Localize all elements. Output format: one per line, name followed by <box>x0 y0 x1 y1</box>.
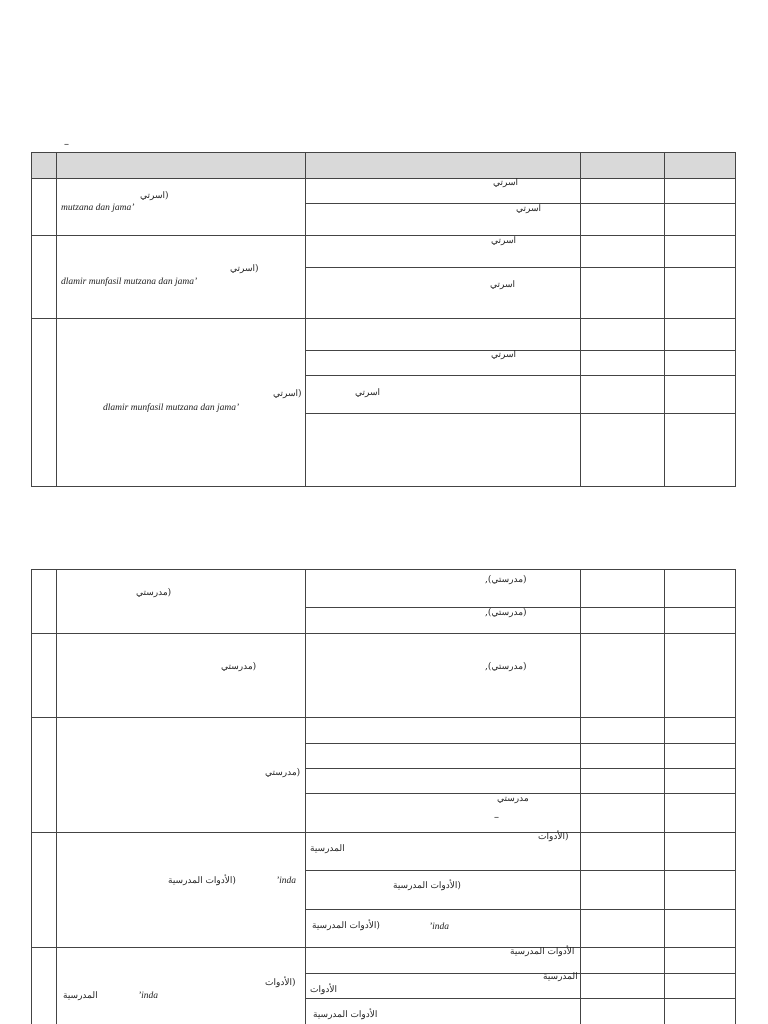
t2-row1-left-arabic: (مدرستي <box>136 588 172 598</box>
t2-row4-left-latin: ’inda <box>276 876 297 886</box>
t2-row3-cell-dash: – <box>494 812 499 823</box>
t2-row5-left-arabic-1: (الأدوات <box>265 978 296 988</box>
t1-row3-left-latin: dlamir munfasil mutzana dan jama’ <box>103 403 240 413</box>
t1-row1-left-arabic: (اسرتي <box>140 191 169 201</box>
t1-row2-cell1: اسرتي <box>491 236 517 246</box>
t1-row3-cell1: اسرتي <box>491 350 517 360</box>
top-dash-mark: – <box>64 139 69 150</box>
t2-row1-cell1: (مدرستي), <box>485 575 527 585</box>
t2-row5-left-latin: ’inda <box>138 991 159 1001</box>
t1-row1-cell2: اسرتي <box>516 204 542 214</box>
t2-row4-cell1-line1: (الأدوات <box>538 832 569 842</box>
t2-row5-cell3: الأدوات المدرسية <box>313 1010 378 1020</box>
t1-row2-left-arabic: (اسرتي <box>230 264 259 274</box>
t2-row3-cell-arabic: مدرستي <box>497 794 529 804</box>
t1-row3-left-arabic: (اسرتي <box>273 389 302 399</box>
t2-row5-left-arabic-2: المدرسية <box>63 991 98 1001</box>
t2-row5-cell1: الأدوات المدرسية <box>510 947 575 957</box>
t2-row1-cell2: (مدرستي), <box>485 608 527 618</box>
t2-row4-left-arabic: (الأدوات المدرسية <box>168 876 236 886</box>
t2-row4-cell1-line2: المدرسية <box>310 844 345 854</box>
t1-row3-cell2: اسرتي <box>355 388 381 398</box>
t2-row3-left-arabic: (مدرستي <box>265 768 301 778</box>
t2-row4-cell3-latin: ’inda <box>429 922 450 932</box>
t2-row4-cell3-arabic: (الأدوات المدرسية <box>312 921 380 931</box>
t2-row5-cell2-line1: المدرسية <box>543 972 578 982</box>
t1-row2-left-latin: dlamir munfasil mutzana dan jama’ <box>61 277 198 287</box>
t2-row2-left-arabic: (مدرستي <box>221 662 257 672</box>
t1-row1-left-latin: mutzana dan jama’ <box>61 203 135 213</box>
t2-row2-cell1: (مدرستي), <box>485 662 527 672</box>
t2-row4-cell2: (الأدوات المدرسية <box>393 881 461 891</box>
t2-row5-cell2-line2: الأدوات <box>310 985 337 995</box>
t1-row2-cell2: اسرتي <box>490 280 516 290</box>
t1-row1-cell1: اسرتي <box>493 178 519 188</box>
